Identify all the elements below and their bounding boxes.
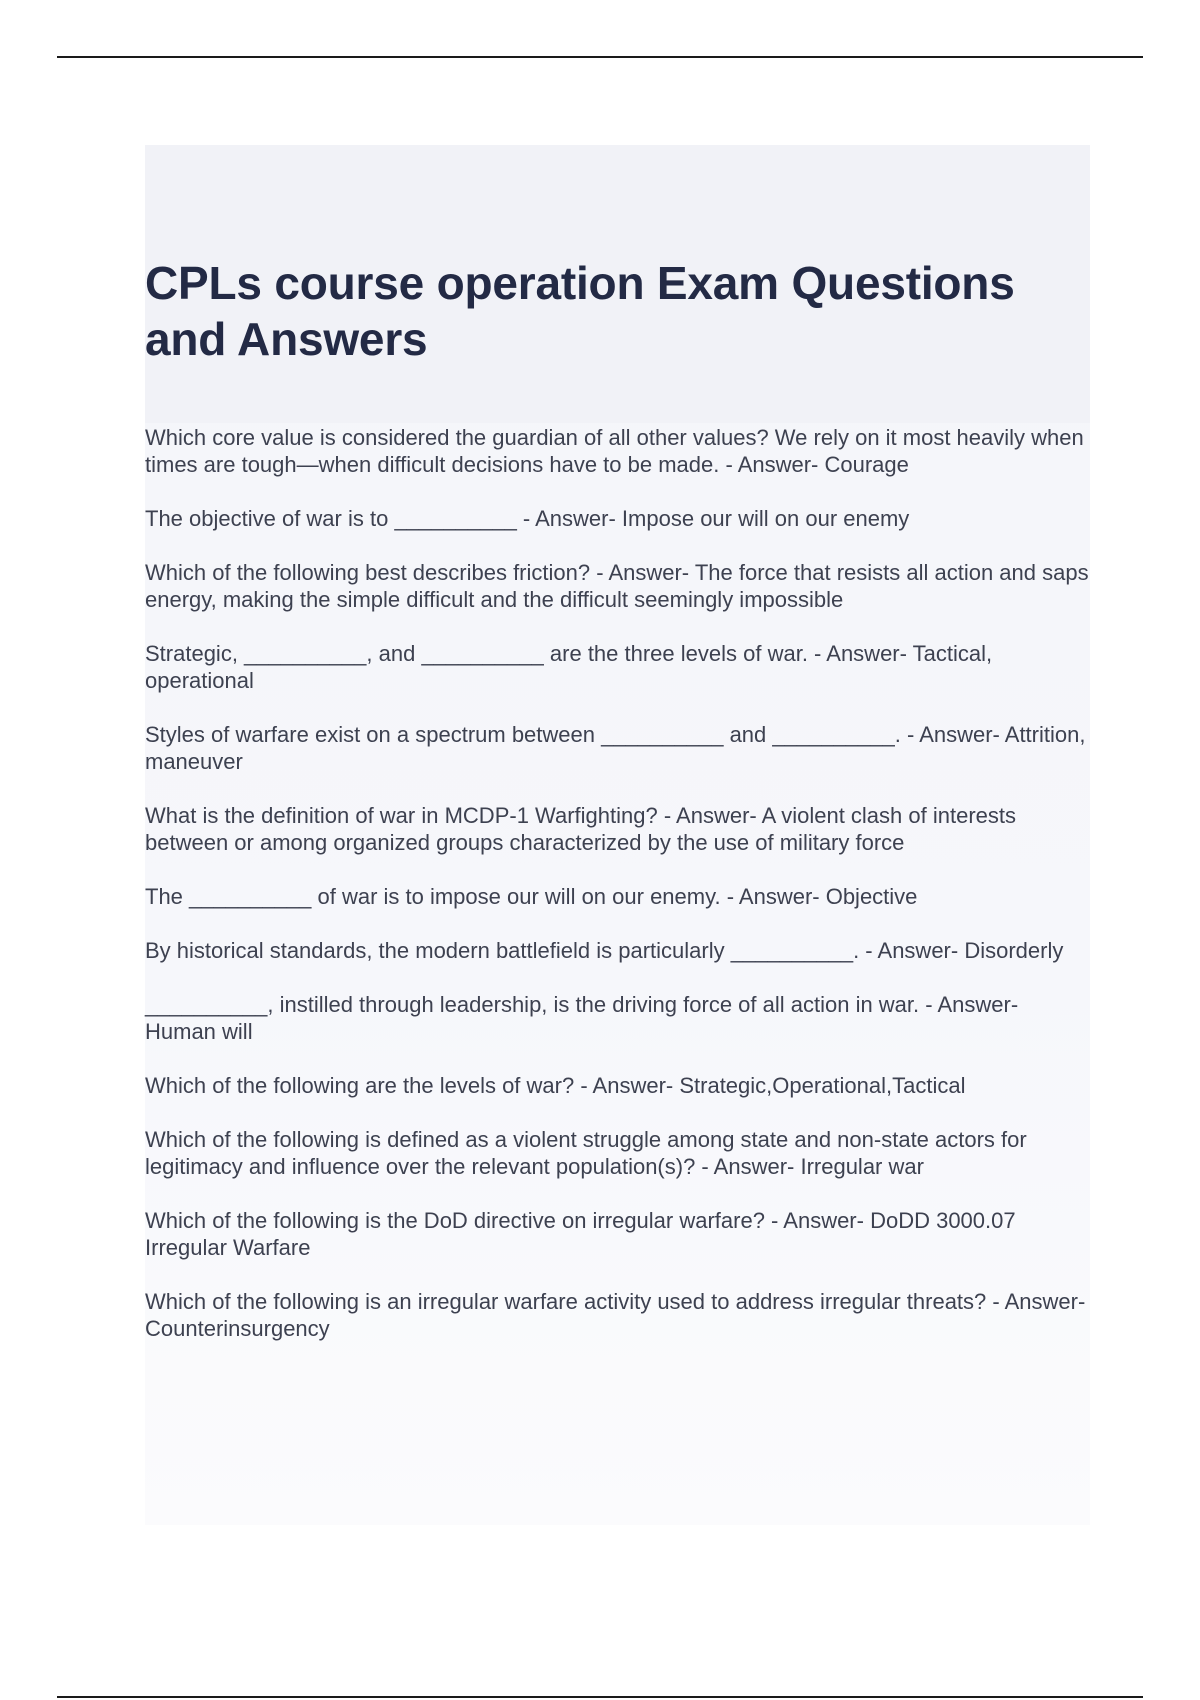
top-rule xyxy=(57,56,1143,58)
qa-item: Which of the following best describes friction? - Answer- The force that resists all action and saps energy, making the simple difficult and the difficult seemingly impossible xyxy=(145,560,1089,612)
qa-item: What is the definition of war in MCDP-1 Warfighting? - Answer- A violent clash of interests between or among organized groups characterized by the use of military force xyxy=(145,803,1016,855)
qa-item: Which of the following is the DoD directive on irregular warfare? - Answer- DoDD 3000.07 Irregular Warfare xyxy=(145,1208,1016,1260)
qa-item: Which of the following is an irregular warfare activity used to address irregular threats? - Answer- Counterinsurgency xyxy=(145,1289,1086,1341)
qa-item: Which core value is considered the guardian of all other values? We rely on it most heavily when times are tough—when difficult decisions have to be made. - Answer- Courage xyxy=(145,425,1084,477)
page-title: CPLs course operation Exam Questions and Answers xyxy=(145,257,1015,365)
qa-item: By historical standards, the modern battlefield is particularly __________. - Answer- Disorderly xyxy=(145,938,1064,963)
bottom-rule xyxy=(57,1696,1143,1698)
qa-list xyxy=(145,424,1090,1369)
qa-item: The objective of war is to __________ - Answer- Impose our will on our enemy xyxy=(145,506,910,531)
qa-item: The __________ of war is to impose our will on our enemy. - Answer- Objective xyxy=(145,884,918,909)
qa-item: __________, instilled through leadership, is the driving force of all action in war. - Answer- Human will xyxy=(145,992,1019,1044)
qa-item: Strategic, __________, and __________ are the three levels of war. - Answer- Tactical, operational xyxy=(145,641,993,693)
title-block xyxy=(145,145,1090,423)
qa-item: Styles of warfare exist on a spectrum between __________ and __________. - Answer- Attrition, maneuver xyxy=(145,722,1086,774)
qa-item: Which of the following are the levels of war? - Answer- Strategic,Operational,Tactical xyxy=(145,1073,966,1098)
qa-item: Which of the following is defined as a violent struggle among state and non-state actors for legitimacy and influence over the relevant population(s)? - Answer- Irregular war xyxy=(145,1127,1027,1179)
